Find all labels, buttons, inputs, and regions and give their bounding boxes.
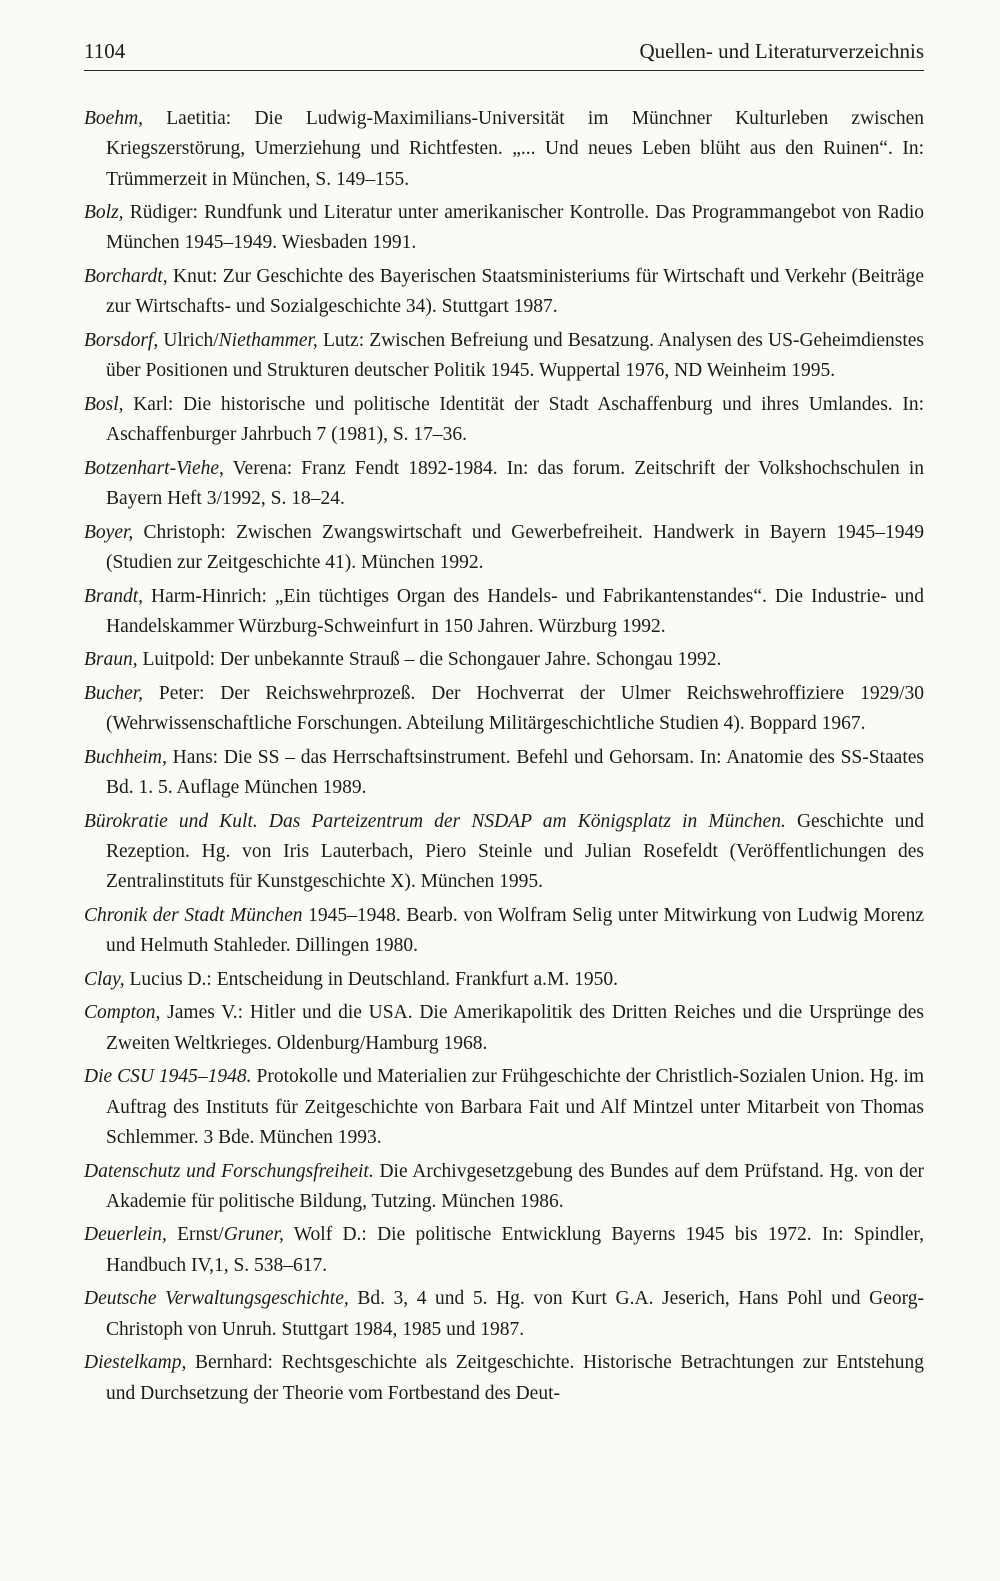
entry-italic-text: Deuerlein,: [84, 1224, 167, 1246]
entry-italic-text: Die CSU 1945–1948.: [84, 1066, 252, 1088]
entry-italic-text: Niethammer,: [218, 329, 318, 351]
entry-italic-text: Borchardt,: [84, 266, 168, 288]
bibliography-entry: [84, 1284, 924, 1345]
entry-text: Laetitia: Die Ludwig-Maximilians-Universität im Münchner Kulturleben zwischen Kriegszerstörung, Umerziehung und Richtfesten. „... Und neues Leben blüht aus den Ruinen“. In: Trümmerzeit in München, S. 149–155.: [106, 108, 924, 190]
entry-italic-text: Deutsche Verwaltungsgeschichte,: [84, 1288, 349, 1310]
entry-italic-text: Diestelkamp,: [84, 1352, 187, 1374]
entry-italic-text: Bosl,: [84, 393, 124, 415]
book-page: [84, 38, 924, 1412]
entry-text: Rüdiger: Rundfunk und Literatur unter amerikanischer Kontrolle. Das Programmangebot von Radio München 1945–1949. Wiesbaden 1991.: [106, 202, 924, 254]
bibliography-entry: [84, 743, 924, 804]
bibliography-entry: [84, 1157, 924, 1218]
entry-italic-text: Datenschutz und Forschungsfreiheit.: [84, 1160, 374, 1182]
bibliography-entry: [84, 807, 924, 898]
bibliography-entry: [84, 901, 924, 962]
bibliography-entry: [84, 518, 924, 579]
entry-italic-text: Bolz,: [84, 202, 124, 224]
entry-text: Bernhard: Rechtsgeschichte als Zeitgeschichte. Historische Betrachtungen zur Entstehung und Durchsetzung der Theorie vom Fortbestand des Deut-: [106, 1352, 924, 1404]
bibliography-entry: [84, 198, 924, 259]
entry-text: Peter: Der Reichswehrprozeß. Der Hochverrat der Ulmer Reichswehroffiziere 1929/30 (Wehrwissenschaftliche Forschungen. Abteilung Militärgeschichtliche Studien 4). Boppard 1967.: [106, 683, 924, 735]
running-header: [84, 38, 924, 71]
bibliography-list: [84, 104, 924, 1409]
entry-text: Lutz: Zwischen Befreiung und Besatzung. Analysen des US-Geheimdienstes über Positionen und Strukturen deutscher Politik 1945. Wuppertal 1976, ND Weinheim 1995.: [106, 329, 925, 382]
entry-italic-text: Buchheim,: [84, 746, 167, 768]
entry-italic-text: Bucher,: [84, 683, 144, 705]
entry-text: 1945–1948. Bearb. von Wolfram Selig unter Mitwirkung von Ludwig Morenz und Helmuth Stahleder. Dillingen 1980.: [106, 904, 924, 957]
entry-italic-text: Clay,: [84, 968, 125, 990]
bibliography-entry: [84, 679, 924, 740]
bibliography-entry: [84, 998, 924, 1059]
entry-text: Wolf D.: Die politische Entwicklung Bayerns 1945 bis 1972. In: Spindler, Handbuch IV,1, S. 538–617.: [106, 1224, 924, 1276]
bibliography-entry: [84, 1348, 924, 1409]
entry-text: Knut: Zur Geschichte des Bayerischen Staatsministeriums für Wirtschaft und Verkehr (Beiträge zur Wirtschafts- und Sozialgeschichte 34). Stuttgart 1987.: [106, 266, 924, 318]
bibliography-entry: [84, 582, 924, 643]
entry-text: Protokolle und Materialien zur Frühgeschichte der Christlich-Sozialen Union. Hg. im Auftrag des Instituts für Zeitgeschichte von Barbara Fait und Alf Mintzel unter Mitarbeit von Thomas Schlemmer. 3 Bde. München 1993.: [106, 1066, 924, 1148]
entry-text: Hans: Die SS – das Herrschaftsinstrument. Befehl und Gehorsam. In: Anatomie des SS-Staates Bd. 1. 5. Auflage München 1989.: [106, 746, 924, 799]
bibliography-entry: [84, 1062, 924, 1153]
bibliography-entry: [84, 645, 924, 675]
entry-text: James V.: Hitler und die USA. Die Amerikapolitik des Dritten Reiches und die Ursprünge des Zweiten Weltkrieges. Oldenburg/Hamburg 1968.: [106, 1002, 924, 1054]
bibliography-entry: [84, 262, 924, 323]
entry-text: Bd. 3, 4 und 5. Hg. von Kurt G.A. Jeserich, Hans Pohl und Georg-Christoph von Unruh. Stuttgart 1984, 1985 und 1987.: [106, 1288, 924, 1340]
entry-italic-text: Gruner,: [223, 1224, 284, 1246]
bibliography-entry: [84, 390, 924, 451]
bibliography-entry: [84, 326, 924, 387]
entry-italic-text: Brandt,: [84, 585, 144, 607]
entry-text: Harm-Hinrich: „Ein tüchtiges Organ des Handels- und Fabrikantenstandes“. Die Industrie- und Handelskammer Würzburg-Schweinfurt in 150 Jahren. Würzburg 1992.: [106, 585, 924, 637]
entry-text: Verena: Franz Fendt 1892-1984. In: das forum. Zeitschrift der Volkshochschulen in Bayern Heft 3/1992, S. 18–24.: [106, 457, 924, 510]
bibliography-entry: [84, 104, 924, 195]
entry-text: Geschichte und Rezeption. Hg. von Iris Lauterbach, Piero Steinle und Julian Rosefeldt (Veröffentlichungen des Zentralinstituts für Kunstgeschichte X). München 1995.: [106, 810, 924, 893]
entry-italic-text: Boehm,: [84, 108, 144, 129]
bibliography-entry: [84, 1220, 924, 1281]
entry-text: Ernst/: [166, 1224, 224, 1246]
entry-italic-text: Botzenhart-Viehe,: [84, 457, 224, 479]
running-title: Quellen- und Literaturverzeichnis: [639, 39, 924, 63]
bibliography-entry: [84, 454, 924, 515]
entry-italic-text: Braun,: [84, 649, 138, 671]
entry-italic-text: Bürokratie und Kult. Das Parteizentrum der NSDAP am Königsplatz in München.: [84, 810, 786, 832]
entry-italic-text: Borsdorf,: [84, 329, 159, 351]
entry-text: Karl: Die historische und politische Identität der Stadt Aschaffenburg und ihres Umlandes. In: Aschaffenburger Jahrbuch 7 (1981), S. 17–36.: [106, 393, 924, 446]
entry-italic-text: Chronik der Stadt München: [84, 904, 303, 926]
entry-text: Christoph: Zwischen Zwangswirtschaft und Gewerbefreiheit. Handwerk in Bayern 1945–1949 (Studien zur Zeitgeschichte 41). München 1992.: [106, 521, 924, 573]
entry-italic-text: Boyer,: [84, 521, 134, 543]
page-number: 1104: [84, 39, 126, 63]
entry-text: Ulrich/: [158, 329, 219, 351]
entry-text: Lucius D.: Entscheidung in Deutschland. Frankfurt a.M. 1950.: [124, 968, 619, 990]
entry-text: Die Archivgesetzgebung des Bundes auf dem Prüfstand. Hg. von der Akademie für politische Bildung, Tutzing. München 1986.: [106, 1160, 924, 1212]
entry-text: Luitpold: Der unbekannte Strauß – die Schongauer Jahre. Schongau 1992.: [137, 649, 722, 671]
entry-italic-text: Compton,: [84, 1002, 161, 1024]
bibliography-entry: [84, 965, 924, 995]
